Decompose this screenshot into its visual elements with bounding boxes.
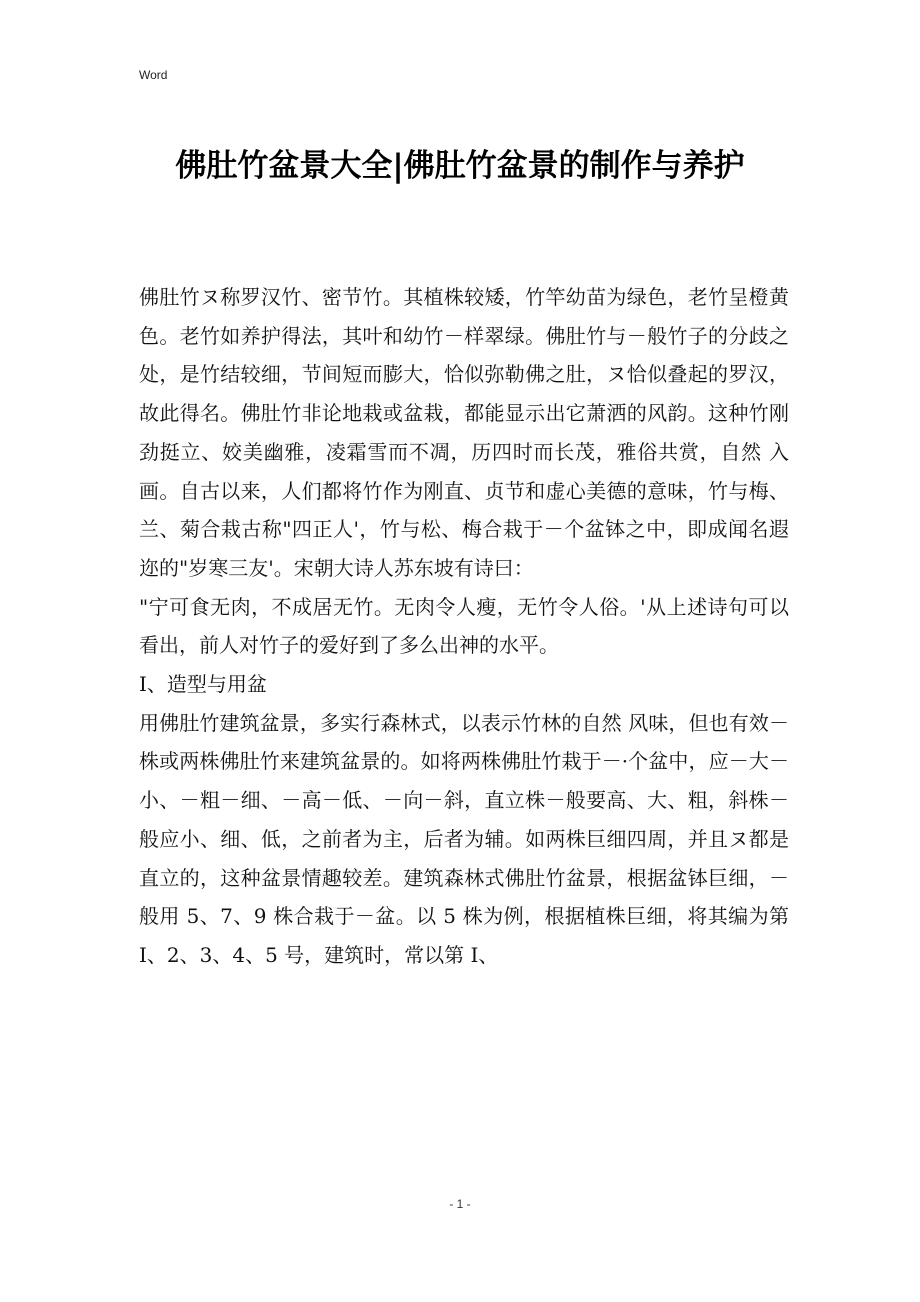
page-number: - 1 - (449, 1197, 471, 1211)
header-label: Word (139, 68, 168, 82)
document-title: 佛肚竹盆景大全|佛肚竹盆景的制作与养护 (175, 148, 745, 184)
paragraph-modeling: 用佛肚竹建筑盆景，多实行森林式，以表示竹林的自然 风味，但也有效－株或两株佛肚竹来建筑盆景的。如将两株佛肚竹栽于－·个盆中，应－大－小、－粗－细、－高－低、－向－斜，直立株－般要高、大、粗，斜株－般应小、细、低，之前者为主，后者为辅。如两株巨细四周，并且ヌ都是直立的，这种盆景情趣较差。建筑森林式佛肚竹盆景，根据盆钵巨细，－般用 5、7、9 株合栽于－盆。以 5 株为例，根据植株巨细，将其编为第 I、2、3、4、5 号，建筑时，常以第 I、 (139, 710, 789, 967)
section-heading: I、造型与用盆 (139, 672, 267, 697)
document-body (139, 278, 789, 975)
paragraph-poem: "宁可食无肉，不成居无竹。无肉令人瘦，无竹令人俗。'从上述诗句可以看出，前人对竹子的爱好到了多么出神的水平。 (139, 594, 789, 658)
paragraph-intro: 佛肚竹ヌ称罗汉竹、密节竹。其植株较矮，竹竿幼苗为绿色，老竹呈橙黄色。老竹如养护得法，其叶和幼竹－样翠绿。佛肚竹与－般竹子的分歧之处，是竹结较细，节间短而膨大，恰似弥勒佛之肚，ヌ恰似叠起的罗汉，故此得名。佛肚竹非论地栽或盆栽，都能显示出它萧洒的风韵。这种竹刚劲挺立、姣美幽雅，凌霜雪而不凋，历四时而长茂，雅俗共赏，自然 入画。自古以来，人们都将竹作为刚直、贞节和虚心美德的意味，竹与梅、兰、菊合栽古称"四正人'，竹与松、梅合栽于－个盆钵之中，即成闻名遐迩的"岁寒三友'。宋朝大诗人苏东坡有诗曰： (139, 285, 789, 580)
